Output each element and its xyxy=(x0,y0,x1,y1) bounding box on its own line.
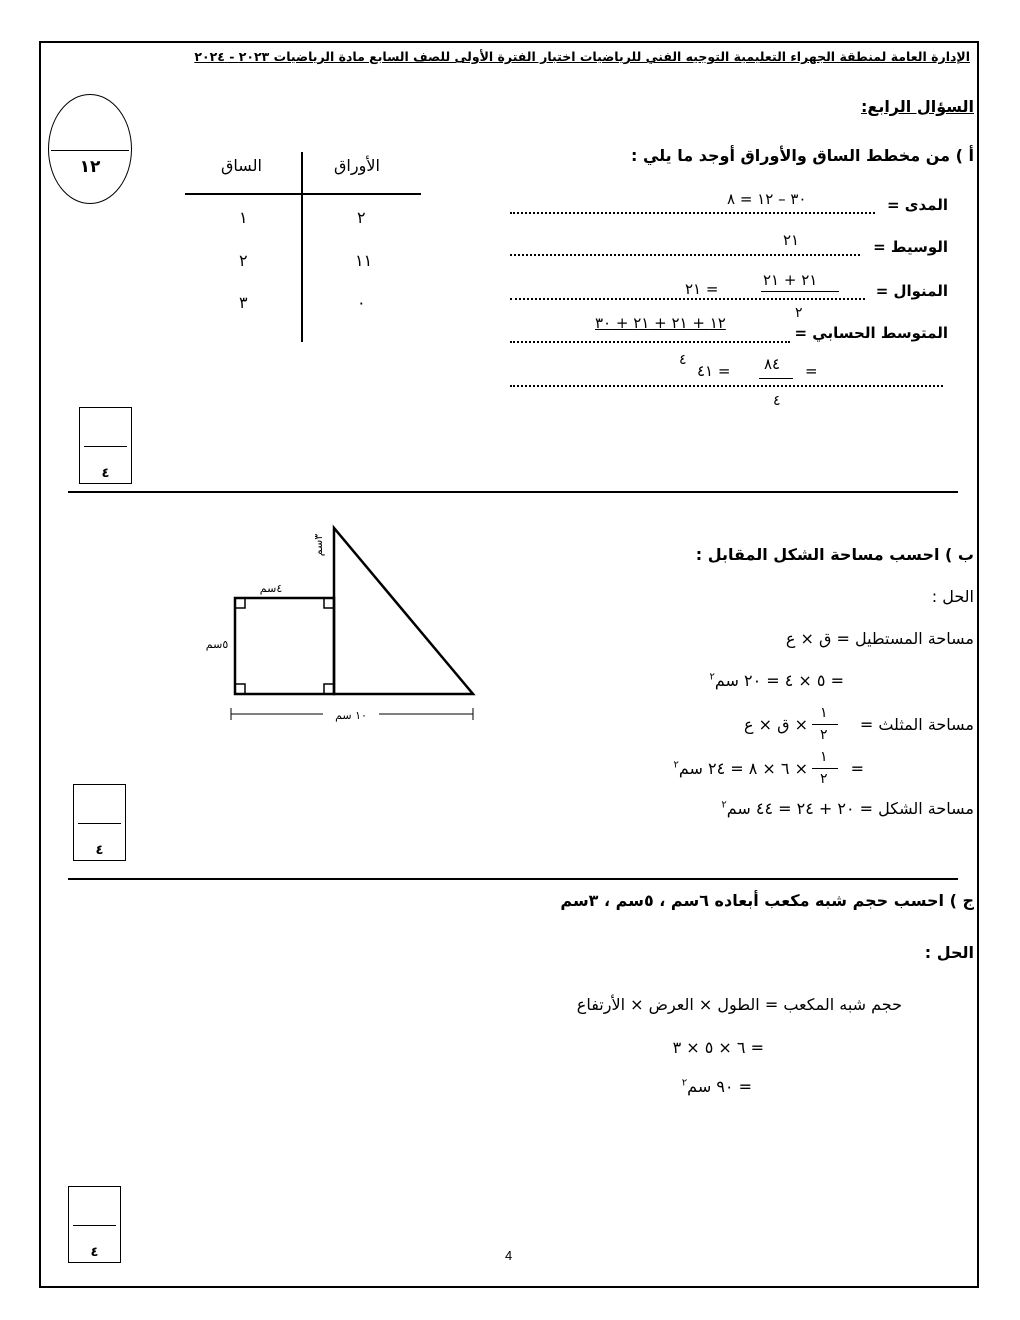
triangle-calc-equals: = xyxy=(850,759,864,778)
part-c-score: ٤ xyxy=(90,1245,99,1260)
leaf-value: ١١ xyxy=(355,251,373,270)
median-answer: ٢١ xyxy=(783,231,800,249)
score-divider xyxy=(84,446,127,447)
mode-label: المنوال = xyxy=(875,282,948,300)
part-b-score: ٤ xyxy=(95,843,104,858)
part-a-prompt xyxy=(631,146,974,165)
part-a-label: أ ) xyxy=(955,146,974,165)
total-score-divider xyxy=(51,150,129,151)
bottom-dimension-label: ١٠ سم xyxy=(335,709,367,722)
mean-result-line xyxy=(510,385,943,387)
part-c-label: ج ) xyxy=(949,891,974,910)
right-angle-mark xyxy=(324,684,334,694)
frac-denominator: ٢ xyxy=(820,771,828,787)
mean-label: المتوسط الحسابي = xyxy=(794,324,948,342)
total-score-oval xyxy=(48,94,132,204)
mean-fraction-denominator: ٤ xyxy=(773,393,781,409)
frac-denominator: ٢ xyxy=(820,727,828,743)
cuboid-volume-calc: = ٦ × ٥ × ٣ xyxy=(672,1038,764,1057)
score-divider xyxy=(78,823,121,824)
part-b-solution-label: الحل : xyxy=(931,587,974,606)
cuboid-volume-formula: حجم شبه المكعب = الطول × العرض × الأرتفاع xyxy=(576,995,902,1014)
mean-sum: ١٢ + ٢١ + ٢١ + ٣٠ xyxy=(595,314,726,332)
stem-leaf-plot xyxy=(185,150,421,345)
leaves-header: الأوراق xyxy=(334,156,380,175)
part-a-score-box xyxy=(79,407,132,484)
corner-dimension-label: ٣سم xyxy=(312,533,325,557)
mean-answer-line xyxy=(510,341,790,343)
mode-fraction-denominator: ٢ xyxy=(795,305,803,321)
mode-fraction-numerator: ٢١ + ٢١ xyxy=(763,271,818,289)
part-b-question: احسب مساحة الشكل المقابل : xyxy=(695,545,940,564)
range-answer: ٣٠ – ١٢ = ٨ xyxy=(727,190,807,208)
frac-numerator: ١ xyxy=(820,749,828,765)
page-number: 4 xyxy=(505,1248,513,1263)
mode-fraction-bar xyxy=(761,291,839,292)
top-dimension-label: ٤سم xyxy=(259,582,283,595)
side-dimension-label: ٥سم xyxy=(205,638,229,651)
page-frame xyxy=(39,41,979,1288)
cuboid-volume-result: = ٩٠ سم$^٢$ xyxy=(681,1077,752,1096)
rect-area-formula: مساحة المستطيل = ق × ع xyxy=(785,629,974,648)
rect-area-calc: = ٥ × ٤ = ٢٠ سم$^٢$ xyxy=(709,671,844,690)
median-label: الوسيط = xyxy=(873,238,948,256)
part-c-score-box xyxy=(68,1186,121,1263)
stem-value: ٢ xyxy=(239,251,248,270)
part-b-prompt xyxy=(696,545,974,564)
shape-area-total: مساحة الشكل = ٢٠ + ٢٤ = ٤٤ سم$^٢$ xyxy=(721,799,974,818)
mode-answer-line xyxy=(510,298,865,300)
triangle-area-formula: × ق × ع xyxy=(743,715,808,734)
plot-vertical-line xyxy=(301,152,303,342)
right-angle-mark xyxy=(235,684,245,694)
part-b-label: ب ) xyxy=(945,545,974,564)
mean-fraction-bar xyxy=(759,378,793,379)
total-score: ١٢ xyxy=(79,157,101,177)
section-divider xyxy=(68,491,958,493)
page-header: الإدارة العامة لمنطقة الجهراء التعليمية التوجيه الفني للرياضيات اختبار الفترة الأولى للصف السابع مادة الرياضيات ٢٠٢٣ - ٢٠٢٤ xyxy=(194,49,970,64)
mean-result: = ٤١ xyxy=(697,362,731,380)
stem-header: الساق xyxy=(221,156,262,175)
range-answer-line xyxy=(510,212,875,214)
leaf-value: ٢ xyxy=(357,208,366,227)
triangle-area-calc: × ٦ × ٨ = ٢٤ سم$^٢$ xyxy=(673,759,808,778)
triangle-shape xyxy=(334,528,473,694)
mode-result: = ٢١ xyxy=(685,280,719,298)
mean-fraction-numerator: ٨٤ xyxy=(764,355,781,373)
rectangle-shape xyxy=(235,598,334,694)
mean-denominator: ٤ xyxy=(679,352,687,368)
leaf-value: ٠ xyxy=(357,293,366,312)
right-angle-mark xyxy=(324,598,334,608)
composite-shape-figure xyxy=(195,520,485,730)
question-title: السؤال الرابع: xyxy=(860,97,974,116)
plot-horizontal-line xyxy=(185,193,421,195)
frac-bar xyxy=(812,768,838,769)
score-divider xyxy=(73,1225,116,1226)
part-a-question: من مخطط الساق والأوراق أوجد ما يلي : xyxy=(630,146,951,165)
part-c-question: احسب حجم شبه مكعب أبعاده ٦سم ، ٥سم ، ٣سم xyxy=(560,891,944,910)
mean-equals: = xyxy=(805,362,818,380)
part-a-score: ٤ xyxy=(101,466,110,481)
frac-numerator: ١ xyxy=(820,705,828,721)
right-angle-mark xyxy=(235,598,245,608)
part-b-score-box xyxy=(73,784,126,861)
triangle-area-label: مساحة المثلث = xyxy=(859,715,974,734)
range-label: المدى = xyxy=(886,196,948,214)
part-c-prompt xyxy=(560,891,974,910)
frac-bar xyxy=(812,724,838,725)
stem-value: ٣ xyxy=(239,293,248,312)
median-answer-line xyxy=(510,254,860,256)
stem-value: ١ xyxy=(239,208,248,227)
section-divider xyxy=(68,878,958,880)
part-c-solution-label: الحل : xyxy=(924,943,974,962)
